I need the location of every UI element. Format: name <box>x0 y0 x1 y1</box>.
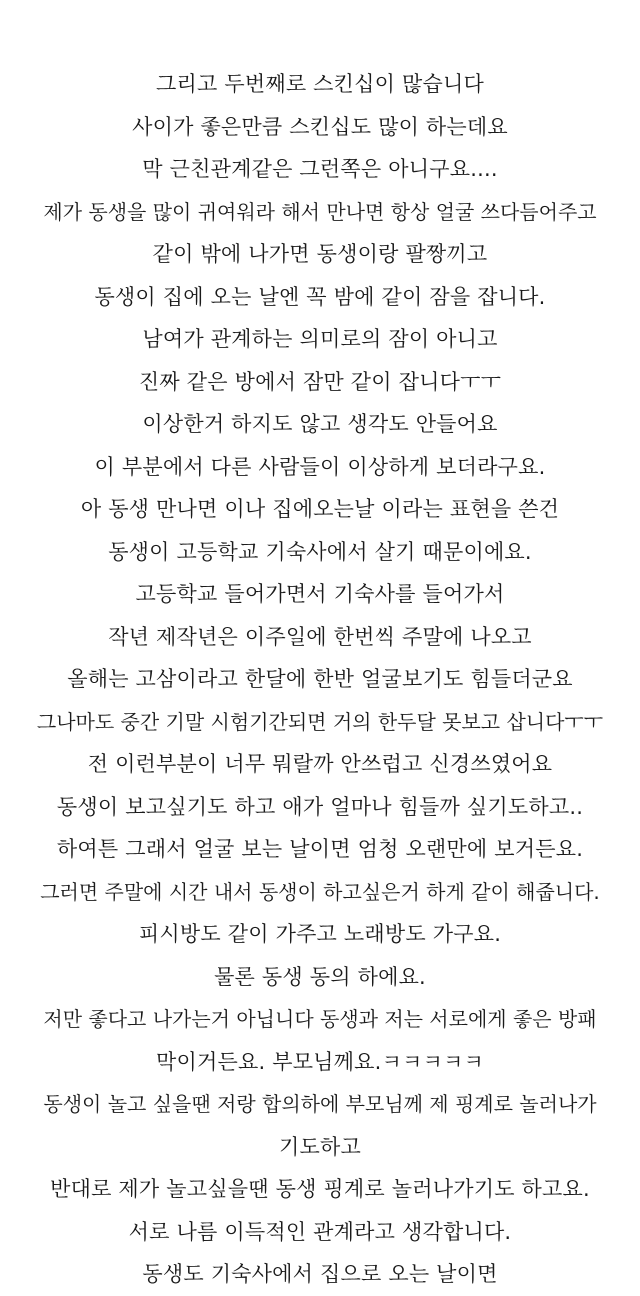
text-line: 고등학교 들어가면서 기숙사를 들어가서 <box>135 582 505 606</box>
text-line: 물론 동생 동의 하에요. <box>214 964 426 989</box>
text-line: 반대로 제가 놀고싶을땐 동생 핑계로 놀러나가기도 하고요. <box>50 1177 590 1201</box>
text-line: 저만 좋다고 나가는거 아닙니다 동생과 저는 서로에게 좋은 방패 <box>43 1007 597 1031</box>
text-line: 동생이 놀고 싶을땐 저랑 합의하에 부모님께 제 핑계로 놀러나가 <box>43 1092 597 1116</box>
text-line: 이 부분에서 다른 사람들이 이상하게 보더라구요. <box>94 454 546 479</box>
text-line: 작년 제작년은 이주일에 한번씩 주말에 나오고 <box>108 624 532 649</box>
text-line: 동생이 보고싶기도 하고 애가 얼마나 힘들까 싶기도하고.. <box>56 794 584 819</box>
text-line: 제가 동생을 많이 귀여워라 해서 만나면 항상 얼굴 쓰다듬어주고 <box>43 199 597 224</box>
text-line: 동생이 집에 오는 날엔 꼭 밤에 같이 잠을 잡니다. <box>94 284 546 309</box>
text-line: 막이거든요. 부모님께요.ㅋㅋㅋㅋㅋ <box>156 1049 484 1074</box>
text-line: 동생도 기숙사에서 집으로 오는 날이면 <box>142 1262 498 1286</box>
text-line: 같이 밖에 나가면 동생이랑 팔짱끼고 <box>152 242 488 266</box>
text-line: 남여가 관계하는 의미로의 잠이 아니고 <box>142 327 498 351</box>
text-line: 그리고 두번째로 스킨십이 많습니다 <box>156 72 484 96</box>
text-line: 그러면 주말에 시간 내서 동생이 하고싶은거 하게 같이 해줍니다. <box>40 879 600 904</box>
text-line: 기도하고 <box>279 1134 361 1159</box>
text-line: 아 동생 만나면 이나 집에오는날 이라는 표현을 쓴건 <box>80 497 560 521</box>
post-body <box>0 63 640 1296</box>
text-line: 사이가 좋은만큼 스킨십도 많이 하는데요 <box>132 114 508 139</box>
text-line: 이상한거 하지도 않고 생각도 안들어요 <box>142 412 498 436</box>
text-line: 막 근친관계같은 그런쪽은 아니구요.... <box>142 157 498 181</box>
text-line: 하여튼 그래서 얼굴 보는 날이면 엄청 오랜만에 보거든요. <box>56 837 584 861</box>
text-line: 전 이런부분이 너무 뭐랄까 안쓰럽고 신경쓰였어요 <box>87 752 553 776</box>
text-line: 그나마도 중간 기말 시험기간되면 거의 한두달 못보고 삽니다ㅜㅜ <box>36 709 604 734</box>
text-line: 올해는 고삼이라고 한달에 한반 얼굴보기도 힘들더군요 <box>67 667 573 691</box>
text-line: 피시방도 같이 가주고 노래방도 가구요. <box>138 922 502 946</box>
text-line: 서로 나름 이득적인 관계라고 생각합니다. <box>128 1219 512 1244</box>
text-line: 동생이 고등학교 기숙사에서 살기 때문이에요. <box>108 539 532 564</box>
text-line: 진짜 같은 방에서 잠만 같이 잡니다ㅜㅜ <box>138 369 502 394</box>
